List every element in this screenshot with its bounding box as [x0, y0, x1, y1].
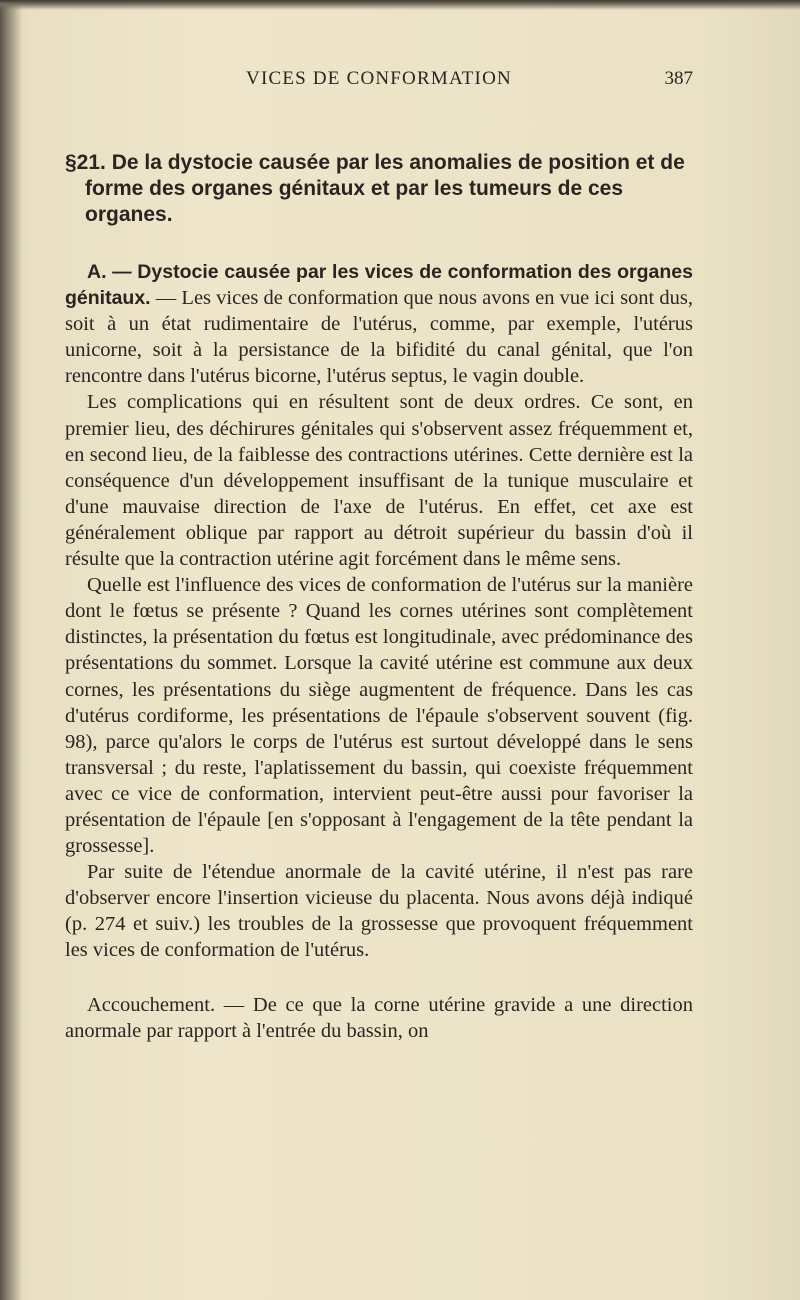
running-header	[65, 68, 693, 94]
paragraph-text: — Les vices de conformation que nous avons en vue ici sont dus, soit à un état rudimentaire de l'utérus, comme, par exemple, l'utérus unicorne, soit à la persistance de la bifidité du canal génital, que l'on rencontre dans l'utérus bicorne, l'utérus septus, le vagin double.	[65, 287, 693, 388]
paragraph: Quelle est l'influence des vices de conformation de l'utérus sur la manière dont le fœtus se présente ? Quand les cornes utérines sont complètement distinctes, la présentation du fœtus est longitudinale, avec prédominance des présentations du sommet. Lorsque la cavité utérine est commune aux deux cornes, les présentations du siège augmentent de fréquence. Dans les cas d'utérus cordiforme, les présentations de l'épaule s'observent souvent (fig. 98), parce qu'alors le corps de l'utérus est surtout développé dans le sens transversal ; du reste, l'aplatissement du bassin, qui coexiste fréquemment avec ce vice de conformation, intervient peut-être aussi pour favoriser la présentation de l'épaule [en s'opposant à l'engagement de la tête pendant la grossesse].	[65, 574, 693, 858]
page-number: 387	[664, 68, 693, 89]
paragraph: Accouchement. — De ce que la corne utérine gravide a une direction anormale par rapport à l'entrée du bassin, on	[65, 993, 693, 1042]
paragraph: Par suite de l'étendue anormale de la cavité utérine, il n'est pas rare d'observer encore l'insertion vicieuse du placenta. Nous avons déjà indiqué (p. 274 et suiv.) les troubles de la grossesse que provoquent fréquemment les vices de conformation de l'utérus.	[65, 861, 693, 962]
section-heading: §21. De la dystocie causée par les anomalies de position et de forme des organes génitaux et par les tumeurs de ces organes.	[65, 151, 685, 226]
paragraph	[65, 259, 693, 389]
page-binding-shadow	[0, 0, 22, 1300]
running-title: VICES DE CONFORMATION	[246, 68, 512, 89]
paragraph: Les complications qui en résultent sont de deux ordres. Ce sont, en premier lieu, des déchirures génitales qui s'observent assez fréquemment et, en second lieu, de la faiblesse des contractions utérines. Cette dernière est la conséquence d'un développement insuffisant de la tunique musculaire et d'une mauvaise direction de l'axe de l'utérus. En effet, cet axe est généralement oblique par rapport au détroit supérieur du bassin d'où il résulte que la contraction utérine agit forcément dans le même sens.	[65, 391, 693, 571]
page-top-edge	[0, 0, 800, 10]
body-text	[65, 259, 693, 1044]
subsection-heading: A. — Dystocie causée par les vices de conformation des organes génitaux.	[65, 261, 693, 310]
